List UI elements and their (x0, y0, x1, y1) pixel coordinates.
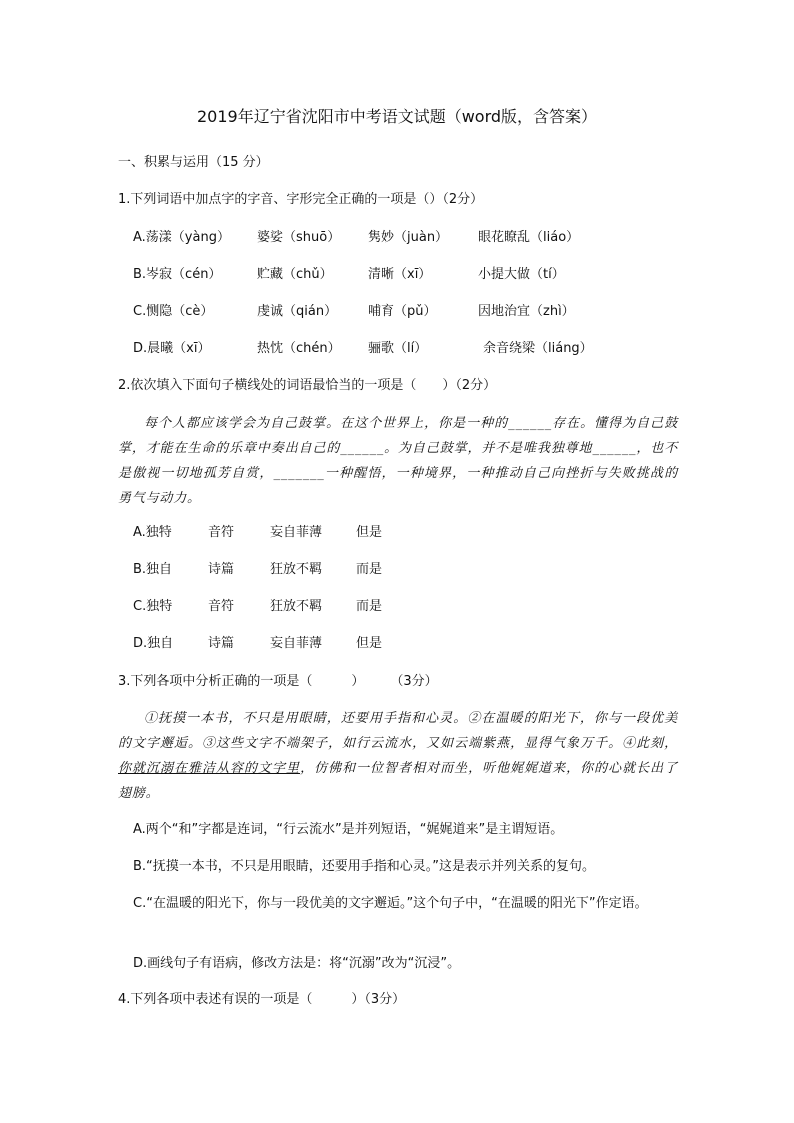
question-2-option-row (0, 560, 794, 580)
question-3-passage (118, 706, 678, 806)
option-cell: C.恻隐（cè） (133, 304, 214, 319)
option-cell: B.独自 (133, 562, 173, 577)
question-2-stem: 2.依次填入下面句子横线处的词语最恰当的一项是（ ）（2分） (118, 378, 497, 393)
question-1-option-row (0, 339, 794, 359)
passage-text: 每个人都应该学会为自己鼓掌。在这个世界上，你是一种的______存在。懂得为自己鼓掌，才能在生命的乐章中奏出自己的______。为自己鼓掌，并不是唯我独尊地______，也不是傲视一切地孤芳自赏，_______一种醒悟，一种境界，一种推动自己向挫折与失败挑战的勇气与动力。 (118, 416, 678, 506)
option-cell: 贮藏（chǔ） (257, 267, 333, 282)
option-cell: C.独特 (133, 599, 173, 614)
option-cell: 隽妙（juàn） (368, 230, 449, 245)
document-title: 2019年辽宁省沈阳市中考语文试题（word版，含答案） (196, 107, 598, 126)
question-1-option-row (0, 265, 794, 285)
question-3-option: B.“抚摸一本书，不只是用眼睛，还要用手指和心灵。”这是表示并列关系的复句。 (133, 859, 596, 874)
question-2-option-row (0, 523, 794, 543)
option-cell: 狂放不羁 (270, 562, 323, 577)
option-cell: B.岑寂（cén） (133, 267, 222, 282)
option-cell: 音符 (208, 599, 235, 614)
question-3-stem: 3.下列各项中分析正确的一项是（ ） （3分） (118, 674, 438, 689)
option-cell: 而是 (356, 562, 383, 577)
option-cell: 虔诚（qián） (257, 304, 338, 319)
option-cell: A.独特 (133, 525, 172, 540)
option-cell: 但是 (356, 525, 383, 540)
option-cell: 音符 (208, 525, 235, 540)
question-3-option: D.画线句子有语病，修改方法是：将“沉溺”改为“沉浸”。 (133, 956, 461, 971)
option-cell: 小提大做（tí） (478, 267, 565, 282)
passage-text (118, 706, 678, 806)
passage-text-part: ①抚摸一本书，不只是用眼睛，还要用手指和心灵。②在温暖的阳光下，你与一段优美的文字邂逅。③这些文字不端架子，如行云流水，又如云端紫燕，显得气象万千。④此刻， (118, 711, 678, 751)
question-3-option: C.“在温暖的阳光下，你与一段优美的文字邂逅。”这个句子中，“在温暖的阳光下”作定语。 (133, 896, 648, 911)
option-cell: 骊歌（lí） (368, 341, 428, 356)
option-cell: 热忱（chén） (257, 341, 341, 356)
option-cell: 诗篇 (208, 562, 235, 577)
question-1-option-row (0, 302, 794, 322)
passage-text-part: ，仿佛和一位智者相对而坐，听他娓娓道来，你的心就长出了翅膀。 (118, 761, 678, 801)
option-cell: 余音绕梁（liáng） (483, 341, 593, 356)
question-2-option-row (0, 634, 794, 654)
option-cell: 狂放不羁 (270, 599, 323, 614)
option-cell: 而是 (356, 599, 383, 614)
question-4-stem: 4.下列各项中表述有误的一项是（ ）（3分） (118, 992, 406, 1007)
section-heading: 一、积累与运用（15 分） (118, 155, 269, 170)
option-cell: 婆娑（shuō） (257, 230, 341, 245)
option-cell: A.荡漾（yàng） (133, 230, 230, 245)
question-1-stem: 1.下列词语中加点字的字音、字形完全正确的一项是（）（2分） (118, 192, 484, 207)
option-cell: 哺育（pǔ） (368, 304, 437, 319)
option-cell: 清晰（xī） (368, 267, 432, 282)
question-2-option-row (0, 597, 794, 617)
option-cell: 但是 (356, 636, 383, 651)
question-3-option: A.两个“和”字都是连词，“行云流水”是并列短语，“娓娓道来”是主谓短语。 (133, 822, 564, 837)
option-cell: D.独自 (133, 636, 174, 651)
underlined-sentence: 你就沉溺在雅洁从容的文字里 (118, 761, 301, 776)
option-cell: 妄自菲薄 (270, 525, 323, 540)
option-cell: D.晨曦（xī） (133, 341, 211, 356)
option-cell: 眼花瞭乱（liáo） (478, 230, 580, 245)
question-2-passage (118, 411, 678, 511)
option-cell: 诗篇 (208, 636, 235, 651)
question-1-option-row (0, 228, 794, 248)
option-cell: 因地治宜（zhì） (478, 304, 575, 319)
option-cell: 妄自菲薄 (270, 636, 323, 651)
